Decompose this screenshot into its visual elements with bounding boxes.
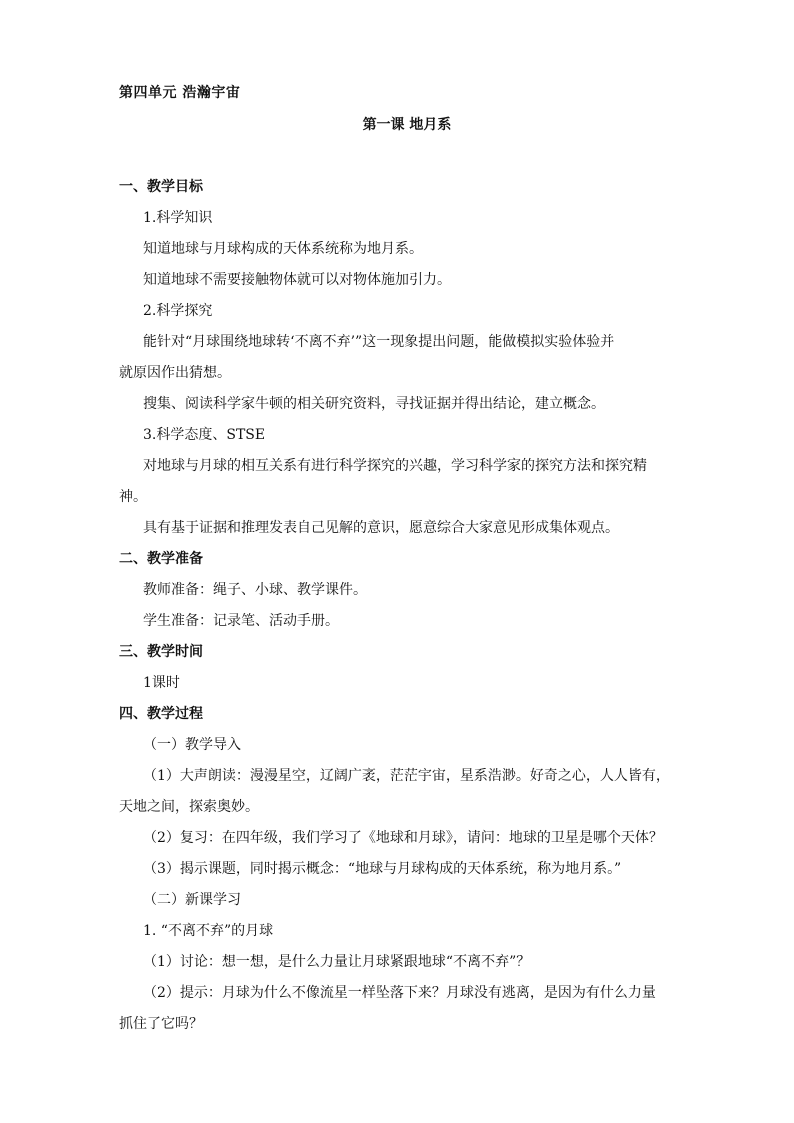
paragraph: 具有基于证据和推理发表自己见解的意识，愿意综合大家意见形成集体观点。 xyxy=(143,520,619,536)
paragraph: 知道地球不需要接触物体就可以对物体施加引力。 xyxy=(143,272,451,288)
subheading-knowledge: 1.科学知识 xyxy=(143,210,213,226)
lesson-title: 第一课 地月系 xyxy=(362,117,452,133)
paragraph: （1）讨论：想一想，是什么力量让月球紧跟地球“不离不弃”？ xyxy=(143,954,531,970)
paragraph: 学生准备：记录笔、活动手册。 xyxy=(143,613,339,629)
paragraph: 教师准备：绳子、小球、教学课件。 xyxy=(143,582,367,598)
subheading-new-lesson: （二）新课学习 xyxy=(143,892,241,908)
subheading-inquiry: 2.科学探究 xyxy=(143,303,213,319)
paragraph-continuation: 天地之间，探索奥妙。 xyxy=(119,799,259,815)
section-heading-process: 四、教学过程 xyxy=(119,706,203,722)
paragraph-continuation: 就原因作出猜想。 xyxy=(119,365,231,381)
paragraph: 能针对“月球围绕地球转‘不离不弃’”这一现象提出问题，能做模拟实验体验并 xyxy=(143,334,615,350)
paragraph: （2）复习：在四年级，我们学习了《地球和月球》，请问：地球的卫星是哪个天体？ xyxy=(143,830,663,846)
paragraph: 知道地球与月球构成的天体系统称为地月系。 xyxy=(143,241,423,257)
paragraph-continuation: 神。 xyxy=(119,489,147,505)
subheading-moon: 1. “不离不弃”的月球 xyxy=(143,923,274,939)
section-heading-goals: 一、教学目标 xyxy=(119,179,203,195)
section-heading-time: 三、教学时间 xyxy=(119,644,203,660)
paragraph: 1课时 xyxy=(143,675,180,691)
paragraph: （2）提示：月球为什么不像流星一样坠落下来？月球没有逃离，是因为有什么力量 xyxy=(143,985,656,1001)
document-body xyxy=(119,172,709,1040)
section-heading-prep: 二、教学准备 xyxy=(119,551,203,567)
paragraph: 搜集、阅读科学家牛顿的相关研究资料，寻找证据并得出结论，建立概念。 xyxy=(143,396,605,412)
paragraph: 对地球与月球的相互关系有进行科学探究的兴趣，学习科学家的探究方法和探究精 xyxy=(143,458,647,474)
subheading-intro: （一）教学导入 xyxy=(143,737,241,753)
paragraph: （1）大声朗读：漫漫星空，辽阔广袤，茫茫宇宙，星系浩渺。好奇之心，人人皆有， xyxy=(143,768,670,784)
unit-title: 第四单元 浩瀚宇宙 xyxy=(119,85,241,101)
paragraph: （3）揭示课题，同时揭示概念：“地球与月球构成的天体系统，称为地月系。” xyxy=(143,861,622,877)
paragraph-continuation: 抓住了它吗？ xyxy=(119,1016,203,1032)
subheading-attitude: 3.科学态度、STSE xyxy=(143,427,266,443)
